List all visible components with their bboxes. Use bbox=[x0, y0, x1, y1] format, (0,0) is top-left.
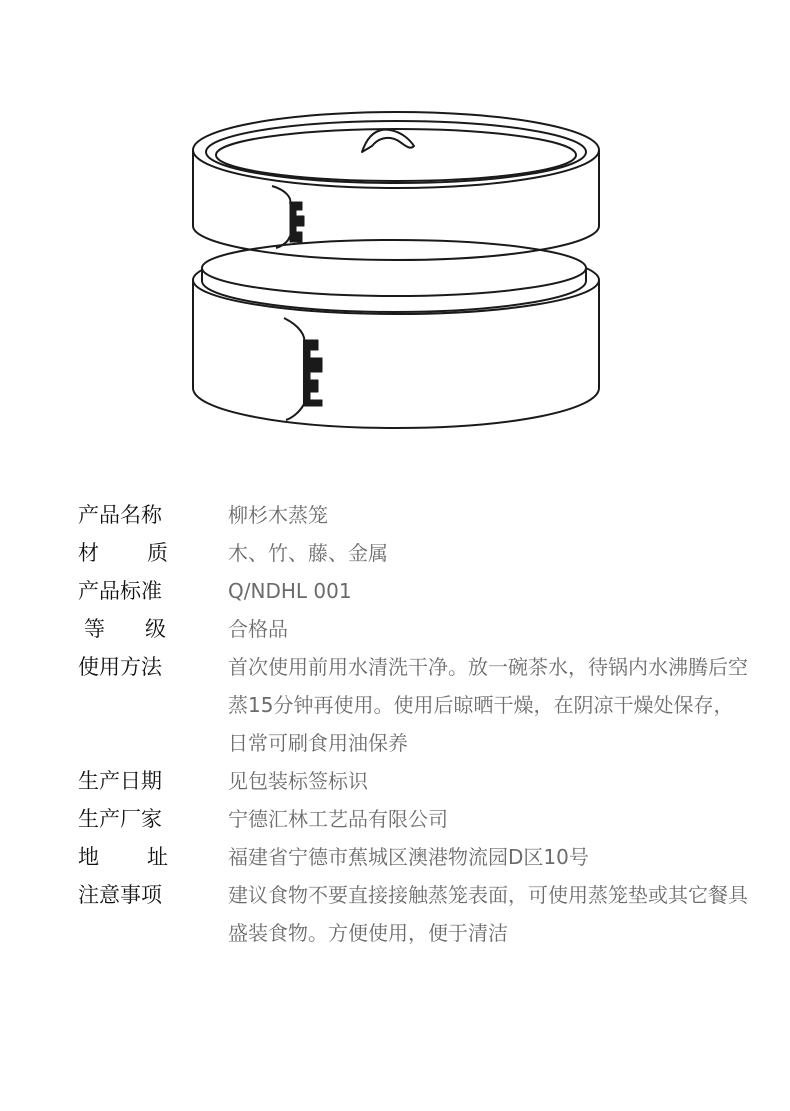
spec-label bbox=[78, 838, 228, 876]
spec-row-address bbox=[78, 838, 748, 876]
spec-value: 福建省宁德市蕉城区澳港物流园D区10号 bbox=[228, 845, 589, 869]
spec-label: 产品标准 bbox=[78, 579, 162, 603]
spec-label-char: 材 bbox=[78, 541, 99, 565]
spec-value: 首次使用前用水清洗干净。放一碗茶水，待锅内水沸腾后空蒸15分钟再使用。使用后晾晒干燥，在阴凉干燥处保存，日常可刷食用油保养 bbox=[228, 655, 748, 755]
spec-value: Q/NDHL 001 bbox=[228, 579, 352, 603]
spec-row-grade bbox=[78, 610, 748, 648]
spec-row-usage bbox=[78, 648, 748, 762]
spec-row-material bbox=[78, 534, 748, 572]
spec-value: 木、竹、藤、金属 bbox=[228, 541, 388, 565]
spec-row-manufacturer bbox=[78, 800, 748, 838]
spec-value: 合格品 bbox=[228, 617, 288, 641]
spec-label-char: 质 bbox=[147, 541, 168, 565]
product-spec-table bbox=[78, 496, 748, 952]
spec-value: 见包装标签标识 bbox=[228, 769, 368, 793]
spec-value: 柳杉木蒸笼 bbox=[228, 503, 328, 527]
spec-label: 生产日期 bbox=[78, 769, 162, 793]
bottom-joint bbox=[304, 340, 322, 406]
spec-label-char: 级 bbox=[145, 617, 166, 641]
spec-label: 使用方法 bbox=[78, 655, 162, 679]
spec-value: 建议食物不要直接接触蒸笼表面，可使用蒸笼垫或其它餐具盛装食物。方便使用，便于清洁 bbox=[228, 883, 748, 945]
spec-value: 宁德汇林工艺品有限公司 bbox=[228, 807, 448, 831]
spec-label bbox=[78, 610, 228, 648]
bottom-seam-curve bbox=[284, 318, 304, 344]
spec-label bbox=[78, 534, 228, 572]
top-tier-rim bbox=[193, 112, 599, 188]
top-joint bbox=[290, 202, 304, 242]
inner-disk bbox=[202, 240, 586, 296]
steamer-illustration bbox=[180, 110, 610, 440]
spec-row-name bbox=[78, 496, 748, 534]
spec-label-char: 等 bbox=[84, 617, 105, 641]
spec-row-notes bbox=[78, 876, 748, 952]
spec-label: 生产厂家 bbox=[78, 807, 162, 831]
spec-row-production-date bbox=[78, 762, 748, 800]
spec-row-standard bbox=[78, 572, 748, 610]
spec-label: 产品名称 bbox=[78, 503, 162, 527]
spec-label-char: 址 bbox=[147, 845, 168, 869]
spec-label: 注意事项 bbox=[78, 883, 162, 907]
spec-label-char: 地 bbox=[78, 845, 99, 869]
